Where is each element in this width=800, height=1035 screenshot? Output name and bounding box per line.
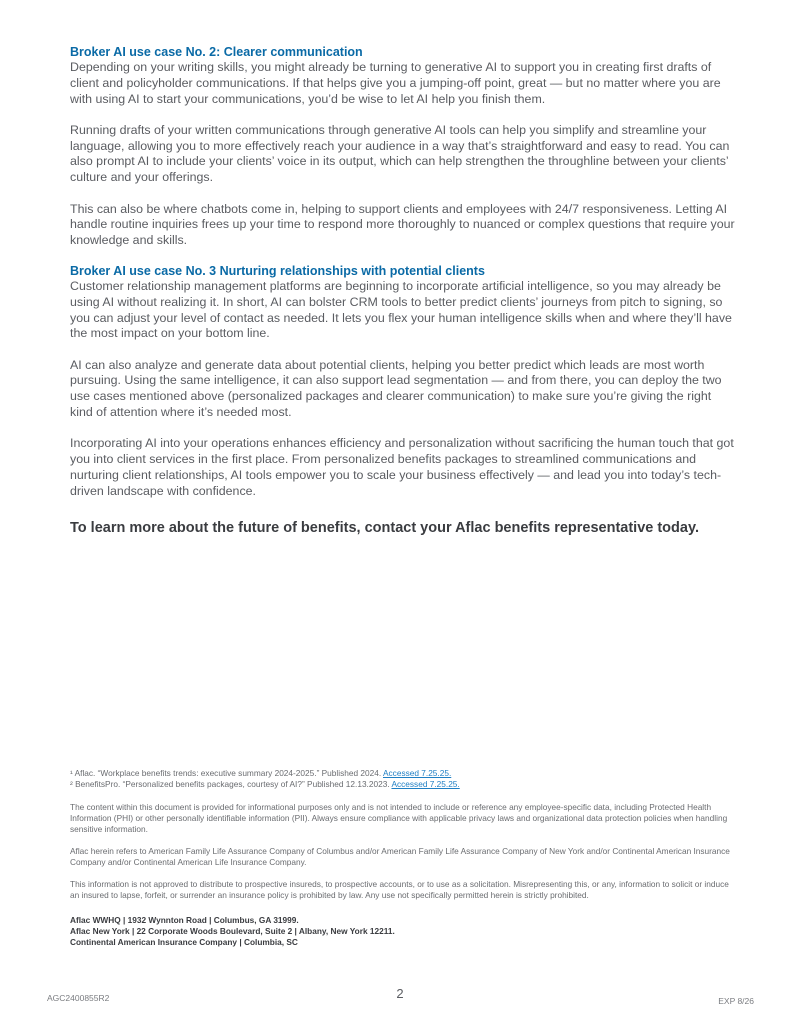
paragraph: Depending on your writing skills, you might already be turning to generative AI to support you in creating first drafts of client and policyholder communications. If that helps give you a jumping-off point, great — but no matter where you are with using AI to start your communications, you’d be wise to let AI help you finish them. [70, 60, 721, 106]
page-number: 2 [396, 986, 404, 1001]
footnote-link[interactable]: Accessed 7.25.25. [383, 768, 452, 778]
paragraph: Customer relationship management platforms are beginning to incorporate artificial intelligence, so you may already be using AI without realizing it. In short, AI can bolster CRM tools to better predict clients’ journeys from pitch to signing, so you can adjust your level of contact as needed. It lets you flex your human intelligence skills when and where they’ll have the most impact on your bottom line. [70, 278, 732, 341]
disclaimer-privacy: The content within this document is provided for informational purposes only and is not intended to include or reference any employee-specific data, including Protected Health Information (PHI) or other personally identifiable information (PII). Always ensure compliance with applicable privacy laws and organizational data protection policies when handling sensitive information. [70, 802, 728, 835]
address-line: Aflac New York | 22 Corporate Woods Boulevard, Suite 2 | Albany, New York 12211. [70, 926, 395, 937]
footnote-2 [70, 779, 735, 790]
paragraph: Running drafts of your written communications through generative AI tools can help you simplify and streamline your language, allowing you to more effectively reach your audience in a way that’s straightforward and easy to read. You can also prompt AI to include your clients’ voice in its output, which can help strengthen the throughline between your clients’ culture and your offerings. [70, 122, 730, 185]
expiration-code: EXP 8/26 [718, 996, 754, 1006]
section-heading-use-case-2: Broker AI use case No. 2: Clearer communication [70, 45, 363, 59]
call-to-action: To learn more about the future of benefits, contact your Aflac benefits representative today. [70, 519, 699, 536]
disclaimer-aflac-entities: Aflac herein refers to American Family Life Assurance Company of Columbus and/or American Family Life Assurance Company of New York and/or Continental American Insurance Company and/or Continental American Life Insurance Company. [70, 846, 730, 868]
footnote-text: ¹ Aflac. “Workplace benefits trends: executive summary 2024-2025.” Published 2024. [70, 768, 383, 778]
paragraph: Incorporating AI into your operations enhances efficiency and personalization without sacrificing the human touch that got you into client services in the first place. From personalized benefits packages to streamlined communications and nurturing client relationships, AI tools empower you to scale your business effectively — and lead you into today’s tech-driven landscape with confidence. [70, 436, 734, 498]
company-addresses [70, 915, 395, 949]
paragraph: AI can also analyze and generate data about potential clients, helping you better predict which leads are most worth pursuing. Using the same intelligence, it can also support lead segmentation — and from there, you can deploy the two use cases mentioned above (personalized packages and clearer communication) to make sure you’re giving the right kind of attention where it’s needed most. [70, 357, 722, 420]
article-body [70, 44, 735, 538]
section-heading-use-case-3: Broker AI use case No. 3 Nurturing relationships with potential clients [70, 263, 485, 278]
footnote-link[interactable]: Accessed 7.25.25. [391, 779, 460, 790]
footnotes [70, 768, 735, 790]
footnote-1 [70, 768, 735, 779]
address-line: Continental American Insurance Company | Columbia, SC [70, 937, 298, 948]
document-code: AGC2400855R2 [47, 993, 110, 1003]
address-line: Aflac WWHQ | 1932 Wynnton Road | Columbus, GA 31999. [70, 915, 299, 925]
paragraph: This can also be where chatbots come in, helping to support clients and employees with 24/7 responsiveness. Letting AI handle routine inquiries frees up your time to respond more thoroughly to nuanced or complex questions that require your knowledge and skills. [70, 201, 735, 248]
footnote-text: ² BenefitsPro. “Personalized benefits packages, courtesy of AI?” Published 12.13.2023. [70, 779, 392, 790]
disclaimer-distribution: This information is not approved to distribute to prospective insureds, to prospective accounts, or to use as a solicitation. Misrepresenting this, or any, information to solicit or induce an insured to lapse, forfeit, or surrender an insurance policy is prohibited by law. Any use not specifically permitted herein is strictly prohibited. [70, 879, 729, 901]
